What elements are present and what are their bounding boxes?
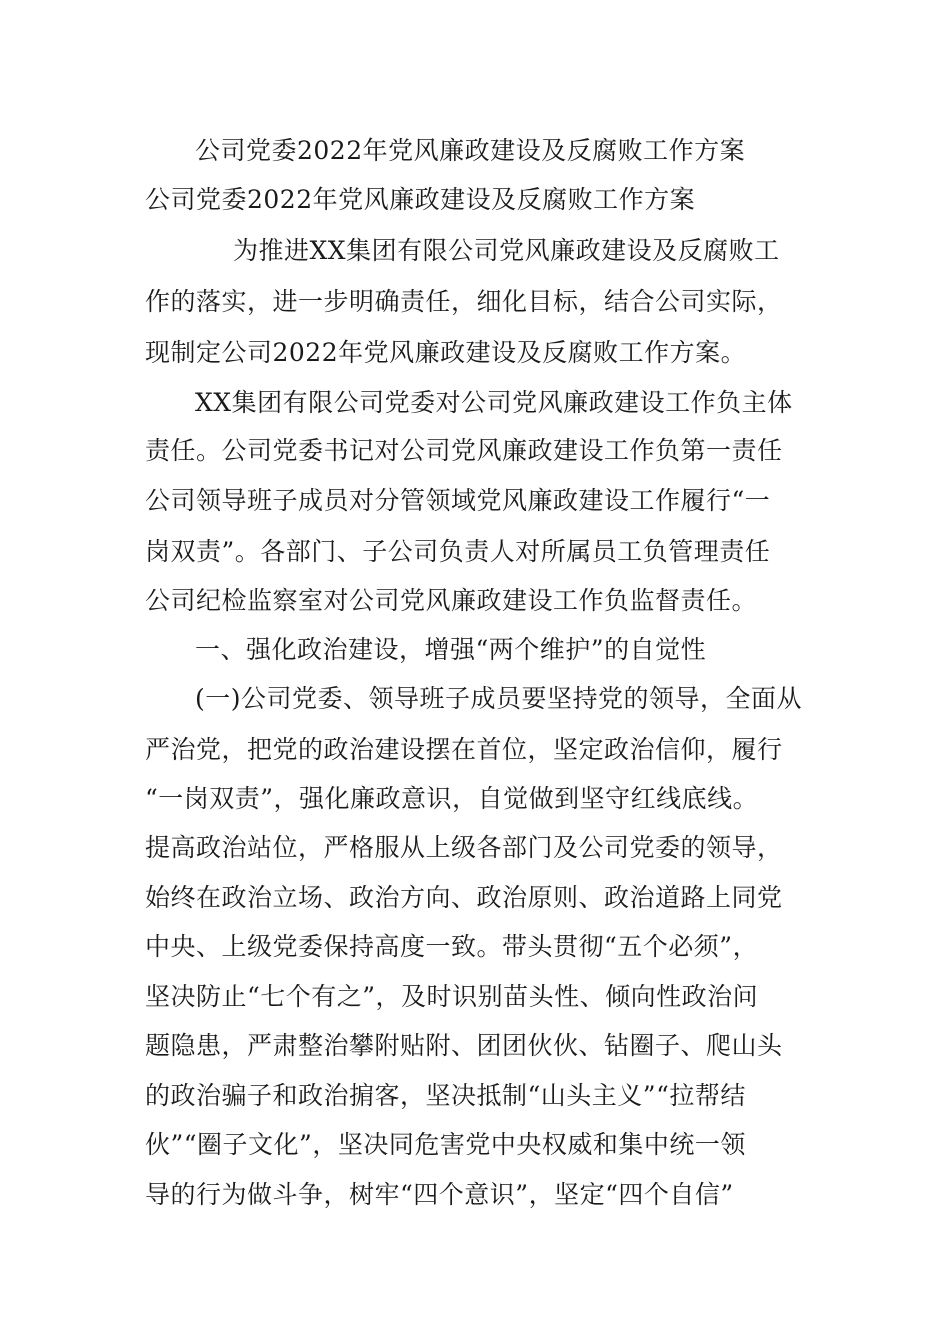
paragraph-line: “一岗双责”，强化廉政意识，自觉做到坚守红线底线。 bbox=[145, 784, 759, 813]
responsibility-line: 公司纪检监察室对公司党风廉政建设工作负监督责任。 bbox=[145, 586, 758, 615]
responsibility-line: 责任。公司党委书记对公司党风廉政建设工作负第一责任 bbox=[145, 436, 783, 465]
paragraph-line: 严治党，把党的政治建设摆在首位，坚定政治信仰，履行 bbox=[145, 735, 783, 764]
intro-line: 作的落实，进一步明确责任，细化目标，结合公司实际， bbox=[145, 287, 783, 316]
paragraph-line: 始终在政治立场、政治方向、政治原则、政治道路上同党 bbox=[145, 883, 783, 912]
paragraph-line: 坚决防止“七个有之”，及时识别苗头性、倾向性政治问 bbox=[145, 982, 759, 1011]
paragraph-line: 导的行为做斗争，树牢“四个意识”，坚定“四个自信” bbox=[145, 1180, 734, 1209]
paragraph-line: 提高政治站位，严格服从上级各部门及公司党委的领导， bbox=[145, 833, 783, 862]
section-heading: 一、强化政治建设，增强“两个维护”的自觉性 bbox=[195, 635, 707, 664]
paragraph-line: 的政治骗子和政治掮客，坚决抵制“山头主义”“拉帮结 bbox=[145, 1081, 746, 1110]
intro-line: 为推进XX集团有限公司党风廉政建设及反腐败工 bbox=[233, 236, 780, 265]
document-title: 公司党委2022年党风廉政建设及反腐败工作方案 bbox=[195, 136, 746, 165]
paragraph-line: 伙”“圈子文化”，坚决同危害党中央权威和集中统一领 bbox=[145, 1130, 746, 1159]
document-subtitle: 公司党委2022年党风廉政建设及反腐败工作方案 bbox=[145, 185, 696, 214]
responsibility-line: XX集团有限公司党委对公司党风廉政建设工作负主体 bbox=[195, 388, 793, 417]
paragraph-line: 题隐患，严肃整治攀附贴附、团团伙伙、钻圈子、爬山头 bbox=[145, 1031, 783, 1060]
paragraph-line: 中央、上级党委保持高度一致。带头贯彻“五个必须”， bbox=[145, 932, 759, 961]
responsibility-line: 公司领导班子成员对分管领域党风廉政建设工作履行“一 bbox=[145, 486, 771, 515]
paragraph-line: (一)公司党委、领导班子成员要坚持党的领导，全面从 bbox=[195, 684, 803, 713]
intro-line: 现制定公司2022年党风廉政建设及反腐败工作方案。 bbox=[145, 338, 747, 367]
responsibility-line: 岗双责”。各部门、子公司负责人对所属员工负管理责任 bbox=[145, 537, 771, 566]
